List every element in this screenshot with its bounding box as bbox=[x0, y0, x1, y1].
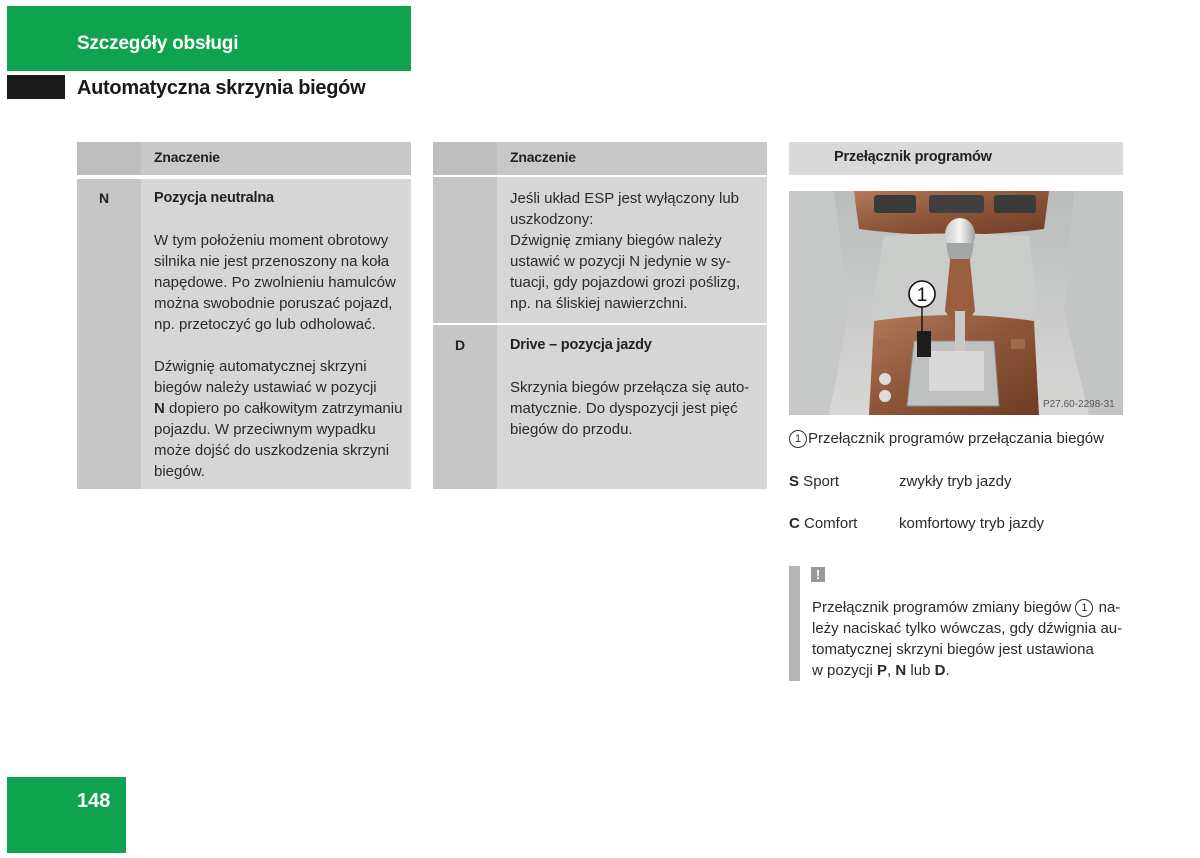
photo-reference-code: P27.60-2298-31 bbox=[1043, 399, 1115, 410]
table-header bbox=[77, 142, 411, 175]
table-header bbox=[433, 142, 767, 175]
mode-comfort-desc: komfortowy tryb jazdy bbox=[899, 515, 1045, 532]
table-left bbox=[77, 142, 411, 489]
title-marker bbox=[7, 75, 65, 99]
esp-text: Jeśli układ ESP jest wyłączony lub uszkodzony: Dźwignię zmiany biegów należy ustawić w pozycji N jedynie w sy- tuacji, gdy pojazdowi grozi poślizg, np. na śliskiej nawierzchni. bbox=[510, 190, 741, 312]
row-key-n: N bbox=[99, 190, 110, 206]
row-heading-drive: Drive – pozycja jazdy bbox=[510, 337, 652, 353]
row-heading-neutral: Pozycja neutralna bbox=[154, 190, 274, 206]
column-header-meaning: Znaczenie bbox=[510, 149, 576, 165]
drive-text: Skrzynia biegów przełącza się auto- matycznie. Do dyspozycji jest pięć biegów do przodu. bbox=[510, 379, 750, 438]
table-right bbox=[433, 142, 767, 489]
callout-ref-icon: 1 bbox=[789, 430, 807, 448]
program-switch-header: Przełącznik programów bbox=[789, 142, 1123, 175]
section-title: Szczegóły obsługi bbox=[77, 33, 239, 54]
note-text: Przełącznik programów zmiany biegów 1 na- leży naciskać tylko wówczas, gdy dźwignia au- tomatycznej skrzyni biegów jest ustawiona w pozycji P, N lub D. bbox=[812, 599, 1123, 679]
callout-ref-icon: 1 bbox=[1075, 599, 1093, 617]
neutral-paragraph-2: Dźwignię automatycznej skrzyni biegów należy ustawiać w pozycji N dopiero po całkowitym zatrzymaniu pojazdu. W przeciwnym wypadku może dojść do uszkodzenia skrzyni biegów. bbox=[154, 358, 403, 480]
warning-icon: ! bbox=[811, 567, 825, 582]
photo-caption: 1 Przełącznik programów przełączania biegów bbox=[789, 430, 1104, 448]
mode-comfort-key: C Comfort bbox=[789, 515, 858, 532]
mode-sport-desc: zwykły tryb jazdy bbox=[899, 473, 1012, 490]
neutral-paragraph-1: W tym położeniu moment obrotowy silnika nie jest przenoszony na koła napędowe. Po zwolnieniu hamulców można swobodnie poruszać pojazd, np. przetoczyć go lub odholować. bbox=[154, 232, 396, 333]
page-number-tab bbox=[7, 777, 126, 853]
mode-sport-key: S Sport bbox=[789, 473, 840, 490]
row-key-d: D bbox=[455, 337, 466, 353]
column-header-meaning: Znaczenie bbox=[154, 149, 220, 165]
callout-number: 1 bbox=[916, 285, 928, 306]
page-number: 148 bbox=[77, 790, 111, 812]
gear-selector-photo bbox=[789, 191, 1123, 415]
page-title: Automatyczna skrzynia biegów bbox=[77, 77, 366, 99]
note-marker-bar bbox=[789, 566, 800, 681]
